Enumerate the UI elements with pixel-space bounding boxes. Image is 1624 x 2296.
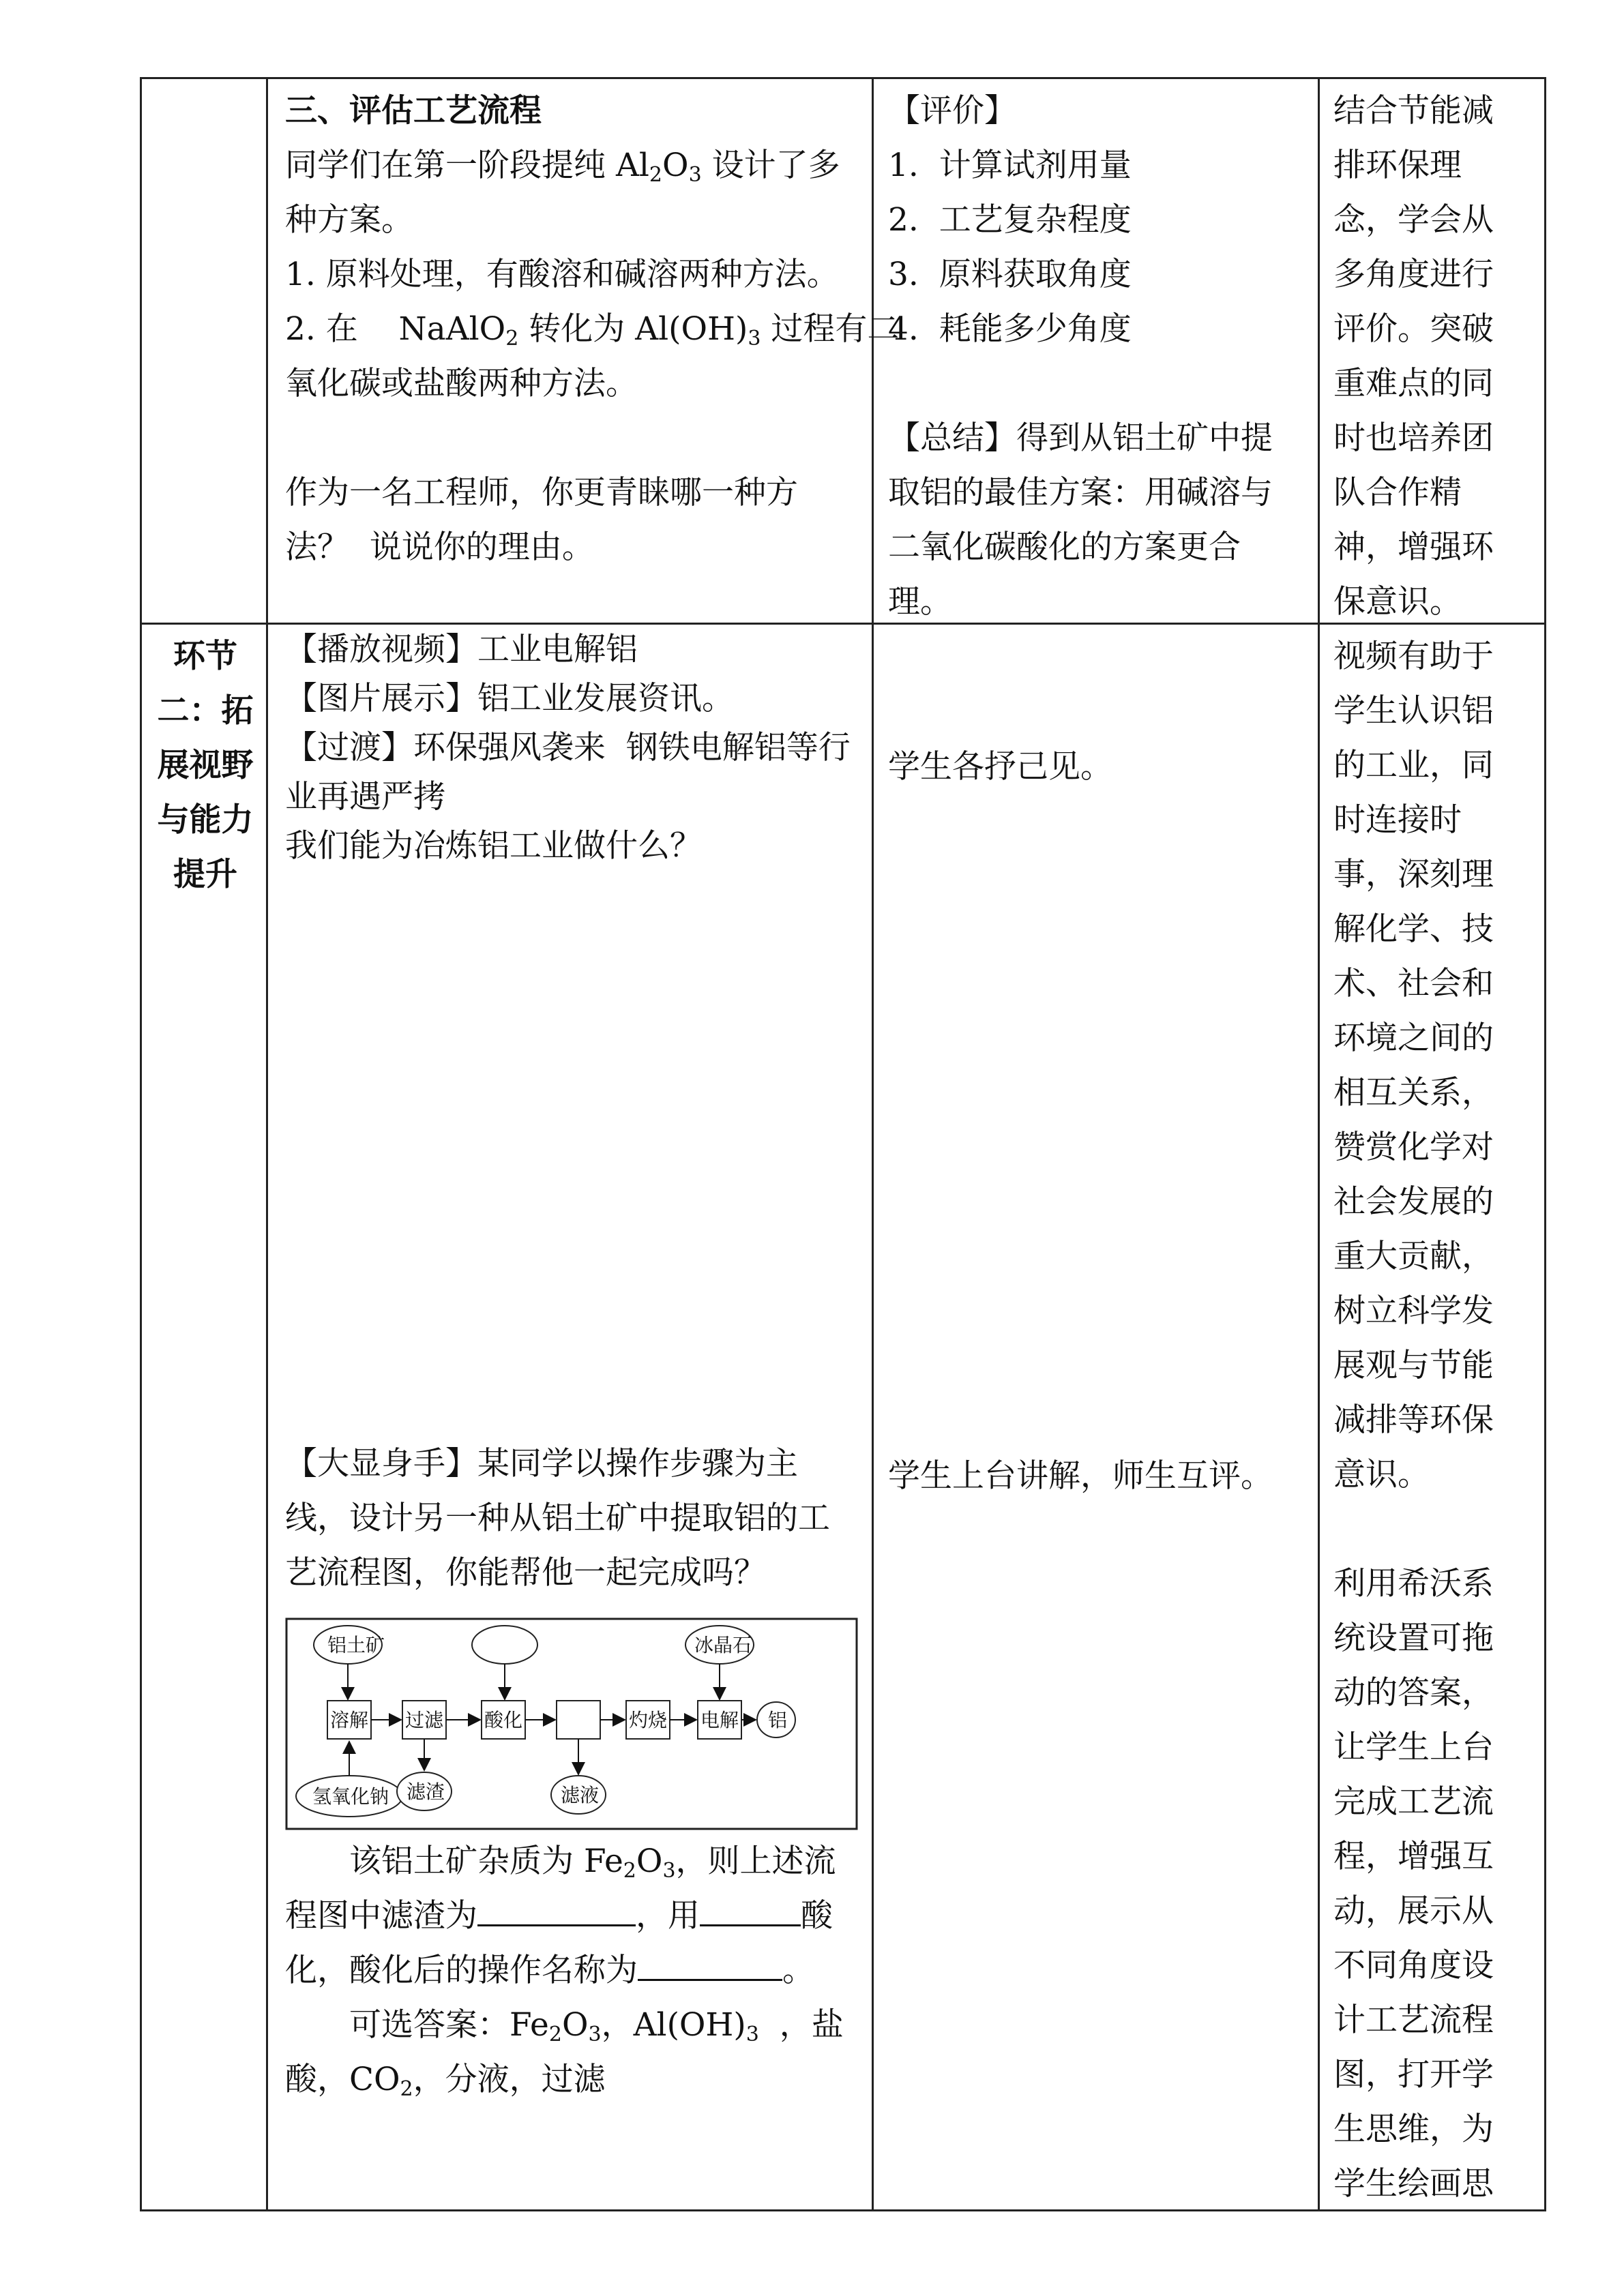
options-line: 酸，$CO_2$，分液，过滤 [285,2061,606,2101]
intent-paragraph-2: 利用希沃系统设置可拖动的答案，让学生上台完成工艺流程，增强互动，展示从不同角度设计工艺流程图，打开学生思维，为学生绘画思 [1333,1565,1494,2203]
row2-activity-cell [285,625,851,871]
activity-line: 种方案。 [285,201,413,239]
activity-line: 1. 原料处理，有酸溶和碱溶两种方法。 [285,256,839,293]
cryolite-label: 冰晶石 [694,1634,752,1656]
table-right-border [1544,77,1546,2211]
activity-line: 氧化碳或盐酸两种方法。 [285,365,638,402]
svg-text:过滤: 过滤 [405,1709,444,1731]
aluminum-label: 铝 [768,1709,788,1731]
blank-reagent-node [472,1626,537,1664]
naoh-label: 氢氧化钠 [312,1785,389,1808]
question-block [285,1834,844,2107]
row1-student-cell [888,84,1273,629]
column-divider-1 [266,77,268,2211]
intent-paragraph-1: 视频有助于学生认识铝的工业，同时连接时事，深刻理解化学、技术、社会和环境之间的相互关系，赞赏化学对社会发展的重大贡献，树立科学发展观与节能减排等环保意识。 [1333,638,1494,1493]
table-top-border [140,77,1546,79]
activity-line: 2. 在 NaAlO$_2$ 转化为 $Al(OH)_3$ 过程有二 [285,310,900,351]
options-line: 可选答案：$Fe_2O_3$，$Al(OH)_3$ ，盐 [349,2006,844,2046]
stage-line: 展视野 [157,747,254,784]
eval-item: 4. 耗能多少角度 [888,310,1132,348]
svg-text:酸化: 酸化 [484,1709,523,1731]
process-flow-diagram [285,1617,858,1830]
activity-line: 同学们在第一阶段提纯 $Al_2O_3$ 设计了多 [285,147,840,187]
row1-intent-cell: 结合节能减排环保理念，学会从多角度进行评价。突破重难点的同时也培养团队合作精神，增强环保意识。 [1333,92,1494,621]
task-line: 线，设计另一种从铝土矿中提取铝的工 [285,1500,830,1537]
filtrate-label: 滤液 [561,1784,600,1806]
activity-line: 作为一名工程师，你更青睐哪一种方 [285,474,798,511]
ore-label: 铝土矿 [327,1634,385,1656]
answer-blank-residue[interactable] [477,1892,636,1926]
question-line: 程图中滤渣为 ，用 酸 [285,1889,844,1943]
column-divider-3 [1318,77,1320,2211]
question-line: 化，酸化后的操作名称为 。 [285,1943,844,1998]
residue-label: 滤渣 [407,1780,445,1803]
question-line: 该铝土矿杂质为 $Fe_2O_3$，则上述流 [349,1843,836,1883]
stage-cell [147,629,264,902]
answer-blank-acid[interactable] [700,1892,801,1926]
activity-line: 法？ 说说你的理由。 [285,528,594,566]
svg-text:电解: 电解 [700,1709,739,1731]
task-block [285,1437,830,1600]
row2-intent-cell [1333,629,1504,2211]
summary-line: 取铝的最佳方案：用碱溶与 [888,474,1273,511]
activity-line: 我们能为冶炼铝工业做什么？ [285,827,702,865]
answer-blank-operation[interactable] [638,1946,782,1981]
step-blank [557,1701,600,1739]
eval-tag: 【评价】 [888,92,1016,130]
activity-line: 【过渡】环保强风袭来 钢铁电解铝等行 [285,729,851,766]
activity-line: 业再遇严拷 [285,778,445,816]
summary-line: 理。 [888,583,952,621]
stage-line: 二：拓 [157,692,254,730]
row2-student-note-1: 学生各抒己见。 [888,748,1112,786]
stage-line: 与能力 [157,801,254,839]
table-left-border [140,77,142,2211]
spacer [1333,1502,1504,1557]
stage-line: 提升 [173,856,237,893]
section-heading: 三、评估工艺流程 [285,92,542,130]
activity-line: 【播放视频】工业电解铝 [285,631,638,668]
eval-item: 3. 原料获取角度 [888,256,1132,293]
task-line: 【大显身手】某同学以操作步骤为主 [285,1445,798,1482]
summary-line: 【总结】得到从铝土矿中提 [888,419,1273,457]
spacer [285,411,899,466]
stage-line: 环节 [173,638,237,675]
row1-activity-cell [285,84,899,575]
eval-item: 1. 计算试剂用量 [888,147,1132,184]
svg-text:溶解: 溶解 [330,1709,369,1731]
svg-text:灼烧: 灼烧 [629,1709,668,1731]
summary-line: 二氧化碳酸化的方案更合 [888,528,1241,566]
spacer [888,357,1273,411]
eval-item: 2. 工艺复杂程度 [888,201,1132,239]
row2-student-note-2: 学生上台讲解，师生互评。 [888,1457,1273,1495]
task-line: 艺流程图，你能帮他一起完成吗？ [285,1554,766,1592]
activity-line: 【图片展示】铝工业发展资讯。 [285,680,734,717]
